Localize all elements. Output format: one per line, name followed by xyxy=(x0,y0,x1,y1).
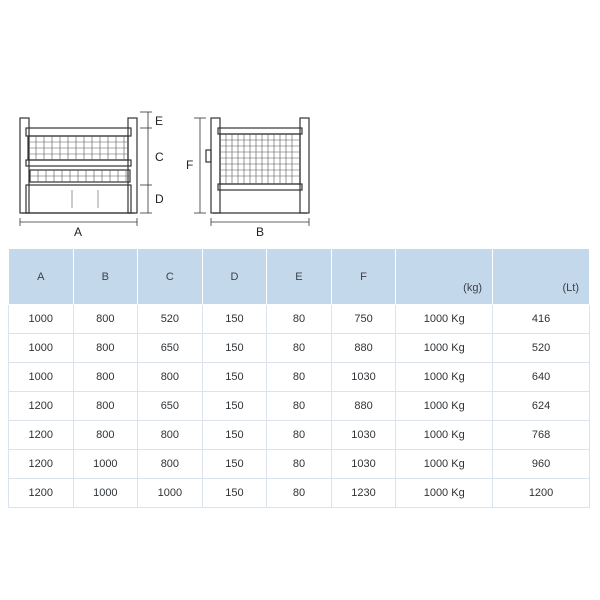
table-cell: 800 xyxy=(138,421,203,450)
table-cell: 800 xyxy=(73,363,138,392)
header-a: A xyxy=(9,249,74,305)
table-cell: 520 xyxy=(493,334,590,363)
front-view-mesh xyxy=(28,136,130,208)
table-cell: 1000 xyxy=(9,363,74,392)
table-cell: 880 xyxy=(331,392,396,421)
table-cell: 1000 xyxy=(9,334,74,363)
front-dimension-lines xyxy=(20,112,152,226)
table-cell: 1000 xyxy=(73,479,138,508)
front-view xyxy=(20,118,137,213)
header-f: F xyxy=(331,249,396,305)
table-cell: 960 xyxy=(493,450,590,479)
table-cell: 800 xyxy=(73,305,138,334)
side-view xyxy=(206,118,309,213)
table-cell: 1000 Kg xyxy=(396,450,493,479)
table-cell: 1030 xyxy=(331,421,396,450)
side-view-mesh xyxy=(220,134,300,184)
dimension-label-b: B xyxy=(256,225,265,239)
table-cell: 1000 Kg xyxy=(396,421,493,450)
table-cell: 80 xyxy=(267,334,332,363)
table-cell: 80 xyxy=(267,305,332,334)
table-cell: 1230 xyxy=(331,479,396,508)
table-cell: 80 xyxy=(267,363,332,392)
table-cell: 80 xyxy=(267,421,332,450)
table-cell: 1200 xyxy=(9,479,74,508)
dimension-label-c: C xyxy=(155,150,164,164)
table-row xyxy=(9,334,590,363)
table-cell: 624 xyxy=(493,392,590,421)
header-e: E xyxy=(267,249,332,305)
table-cell: 1200 xyxy=(9,450,74,479)
table-cell: 800 xyxy=(73,421,138,450)
dimension-label-d: D xyxy=(155,192,164,206)
table-cell: 150 xyxy=(202,450,267,479)
dimension-label-a: A xyxy=(74,225,83,239)
table-cell: 800 xyxy=(138,450,203,479)
table-cell: 150 xyxy=(202,305,267,334)
table-cell: 1030 xyxy=(331,450,396,479)
table-cell: 520 xyxy=(138,305,203,334)
table-cell: 1000 Kg xyxy=(396,305,493,334)
table-header-row xyxy=(9,249,590,305)
table-cell: 150 xyxy=(202,421,267,450)
table-cell: 1000 Kg xyxy=(396,334,493,363)
specification-table xyxy=(8,248,590,508)
table-cell: 800 xyxy=(138,363,203,392)
table-cell: 150 xyxy=(202,392,267,421)
table-cell: 800 xyxy=(73,334,138,363)
table-cell: 1000 Kg xyxy=(396,392,493,421)
table-cell: 650 xyxy=(138,392,203,421)
table-row xyxy=(9,479,590,508)
container-dimension-diagram xyxy=(0,100,600,240)
table-cell: 1200 xyxy=(9,421,74,450)
table-cell: 1000 xyxy=(9,305,74,334)
table-cell: 1000 Kg xyxy=(396,479,493,508)
header-d: D xyxy=(202,249,267,305)
table-cell: 768 xyxy=(493,421,590,450)
table-cell: 1200 xyxy=(493,479,590,508)
table-row xyxy=(9,450,590,479)
table-cell: 1000 xyxy=(138,479,203,508)
header-volume-lt: (Lt) xyxy=(493,249,590,305)
table-cell: 1000 Kg xyxy=(396,363,493,392)
table-row xyxy=(9,421,590,450)
table-cell: 880 xyxy=(331,334,396,363)
header-b: B xyxy=(73,249,138,305)
table-cell: 750 xyxy=(331,305,396,334)
table-cell: 1030 xyxy=(331,363,396,392)
table-cell: 650 xyxy=(138,334,203,363)
table-row xyxy=(9,363,590,392)
table-cell: 150 xyxy=(202,334,267,363)
table-cell: 640 xyxy=(493,363,590,392)
header-capacity-kg: (kg) xyxy=(396,249,493,305)
table-cell: 80 xyxy=(267,479,332,508)
table-cell: 416 xyxy=(493,305,590,334)
table-body xyxy=(9,305,590,508)
header-c: C xyxy=(138,249,203,305)
table-row xyxy=(9,305,590,334)
table-cell: 80 xyxy=(267,392,332,421)
dimension-label-e: E xyxy=(155,114,164,128)
table-cell: 1200 xyxy=(9,392,74,421)
table-cell: 1000 xyxy=(73,450,138,479)
table-row xyxy=(9,392,590,421)
table-cell: 80 xyxy=(267,450,332,479)
table-cell: 150 xyxy=(202,363,267,392)
table-cell: 150 xyxy=(202,479,267,508)
table-cell: 800 xyxy=(73,392,138,421)
dimension-label-f: F xyxy=(186,158,194,172)
